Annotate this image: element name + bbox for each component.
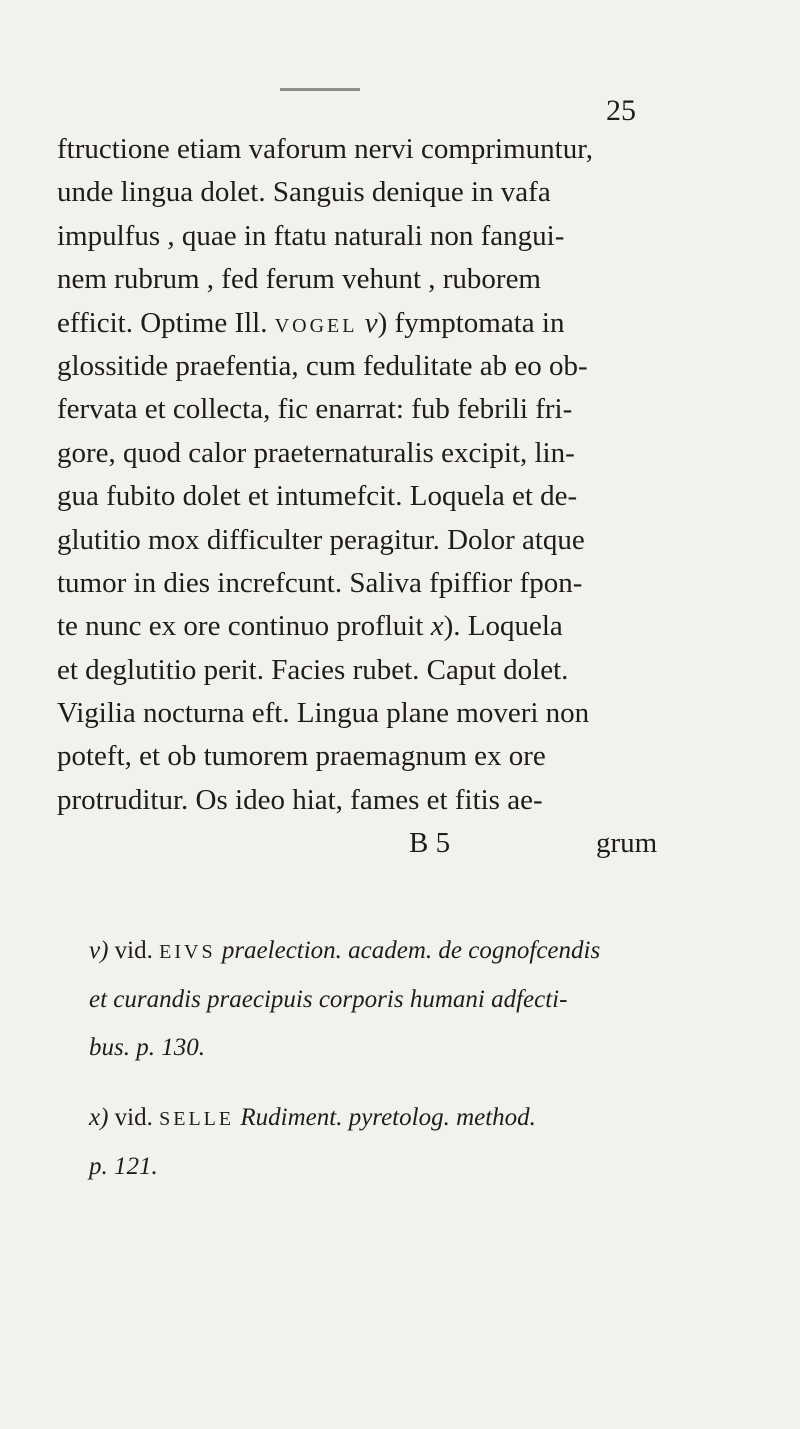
footnote-mark: x) xyxy=(89,1104,109,1131)
text-line: gore, quod calor praeternaturalis excipit, lin- xyxy=(57,436,575,469)
text-line: unde lingua dolet. Sanguis denique in vafa xyxy=(57,176,551,209)
footnote-mark: v) xyxy=(89,937,109,964)
text-line: tumor in dies increfcunt. Saliva fpiffior fpon- xyxy=(57,566,583,599)
text-line: protruditur. Os ideo hiat, fames et fitis ae- xyxy=(57,783,543,816)
author-name: VOGEL xyxy=(274,314,358,337)
text-line: fervata et collecta, fic enarrat: fub febrili fri- xyxy=(57,393,573,426)
text-segment: fymptomata in xyxy=(394,306,565,339)
footnote-title: Rudiment. pyretolog. method. xyxy=(240,1104,536,1131)
catchword: grum xyxy=(596,827,658,860)
footnote-title: bus. xyxy=(89,1034,130,1061)
footnote-author: SELLE xyxy=(159,1108,235,1130)
text-line: glutitio mox difficulter peragitur. Dolor atque xyxy=(57,523,585,556)
footnotes xyxy=(57,927,717,1191)
text-line: nem rubrum , fed ferum vehunt , ruborem xyxy=(57,263,541,296)
footnote-v-continued xyxy=(57,1024,717,1072)
footnote-page: p. 130. xyxy=(136,1034,205,1061)
footnote-prefix: vid. xyxy=(114,937,153,964)
footnote-title: et curandis praecipuis corporis humani adfecti- xyxy=(89,986,568,1013)
footnote-ref-v[interactable]: v xyxy=(364,306,378,339)
text-line: poteft, et ob tumorem praemagnum ex ore xyxy=(57,740,546,773)
text-line: ftructione etiam vaforum nervi comprimuntur, xyxy=(57,133,593,165)
footnote-page: p. 121. xyxy=(89,1153,158,1180)
footnote-x-continued xyxy=(57,1143,717,1191)
footnote-prefix: vid. xyxy=(114,1104,153,1131)
text-line: efficit. Optime Ill. VOGEL v) fymptomata in xyxy=(57,306,565,339)
page-number: 25 xyxy=(606,94,636,127)
footnote-v-continued xyxy=(57,976,717,1024)
text-segment: efficit. Optime Ill. xyxy=(57,306,268,339)
main-text xyxy=(57,128,697,866)
footnote-ref-x[interactable]: x xyxy=(430,610,444,643)
text-line: glossitide praefentia, cum fedulitate ab eo ob- xyxy=(57,349,588,382)
text-segment: Loquela xyxy=(467,610,563,643)
text-line: Vigilia nocturna eft. Lingua plane moveri non xyxy=(57,697,590,730)
text-segment: te nunc ex ore continuo profluit xyxy=(57,610,424,643)
header-rule xyxy=(280,88,360,91)
text-line: te nunc ex ore continuo profluit x). Loquela xyxy=(57,610,563,643)
footnote-author: EIVS xyxy=(159,941,216,963)
text-line: impulfus , quae in ftatu naturali non fangui- xyxy=(57,219,565,252)
footnote-title: praelection. academ. de cognofcendis xyxy=(221,937,601,964)
signature-mark: B 5 xyxy=(409,827,451,860)
footnote-x xyxy=(57,1094,717,1143)
text-line: gua fubito dolet et intumefcit. Loquela et de- xyxy=(57,480,578,513)
footnote-v xyxy=(57,927,717,976)
catch-line xyxy=(57,822,697,865)
text-line: et deglutitio perit. Facies rubet. Caput dolet. xyxy=(57,653,569,686)
